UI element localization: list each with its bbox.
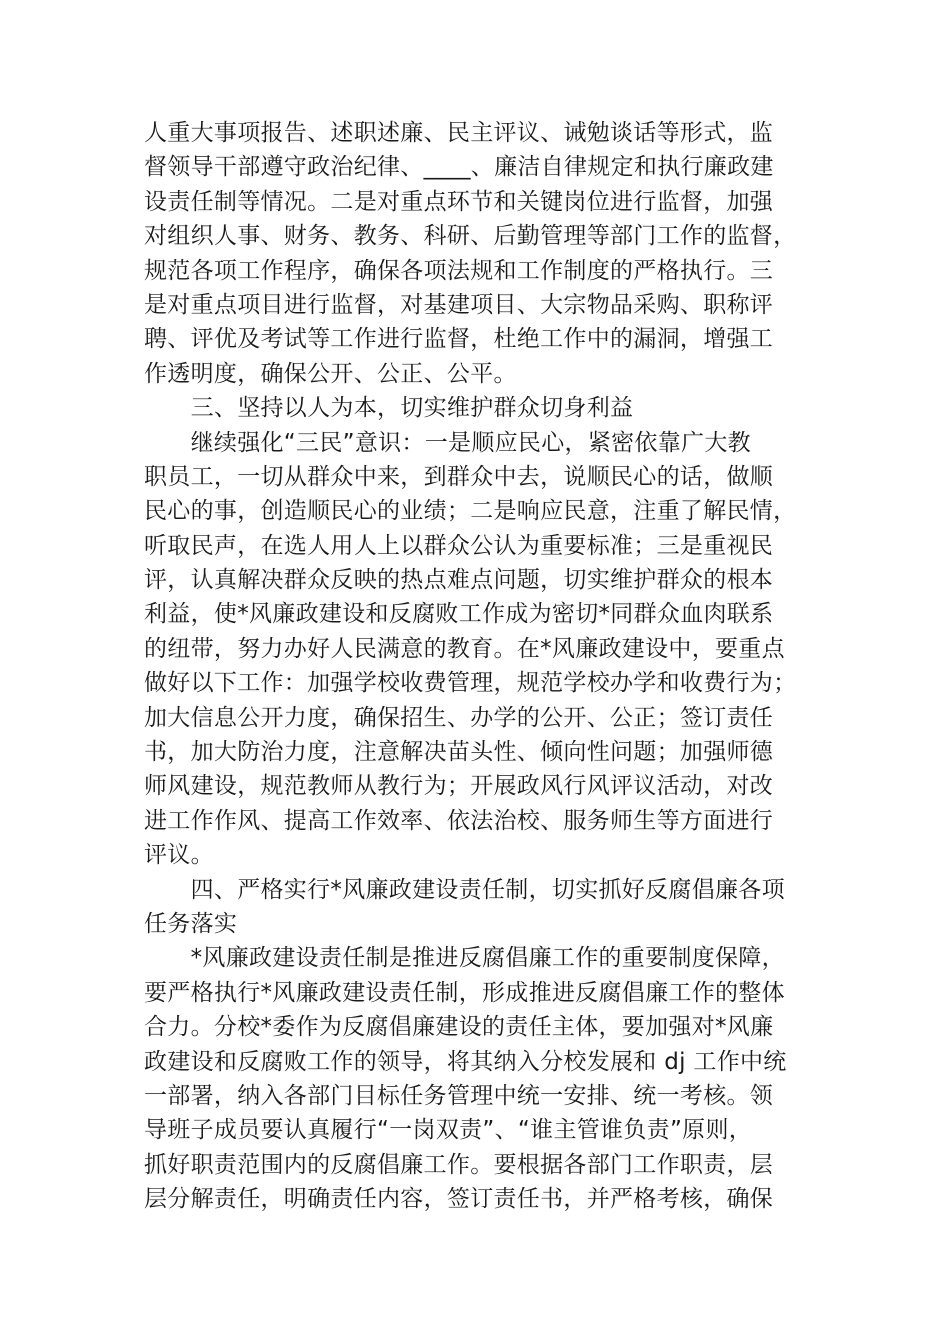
text-line: 督领导干部遵守政治纪律、____、廉洁自律规定和执行廉政建 [144, 154, 774, 181]
text-line: 对组织人事、财务、教务、科研、后勤管理等部门工作的监督， [144, 223, 797, 250]
text-line: 师风建设，规范教师从教行为；开展政风行风评议活动，对改 [144, 773, 774, 800]
text-line: 人重大事项报告、述职述廉、民主评议、诫勉谈话等形式，监 [144, 120, 774, 146]
section-heading: 四、严格实行*风廉政建设责任制，切实抓好反腐倡廉各项 [144, 876, 785, 903]
text-line: 的纽带，努力办好人民满意的教育。在*风廉政建设中，要重点 [144, 635, 785, 662]
text-line: 一部署，纳入各部门目标任务管理中统一安排、统一考核。领 [144, 1082, 774, 1109]
text-line: 要严格执行*风廉政建设责任制，形成推进反腐倡廉工作的整体 [144, 979, 785, 1006]
text-line: 聘、评优及考试等工作进行监督，杜绝工作中的漏洞，增强工 [144, 326, 774, 353]
text-line: 书，加大防治力度，注意解决苗头性、倾向性问题；加强师德 [144, 739, 774, 766]
text-line: 利益，使*风廉政建设和反腐败工作成为密切*同群众血肉联系 [144, 601, 774, 628]
text-line: 听取民声，在选人用人上以群众公认为重要标准；三是重视民 [144, 532, 774, 559]
section-heading: 三、坚持以人为本，切实维护群众切身利益 [144, 395, 634, 422]
text-line: 加大信息公开力度，确保招生、办学的公开、公正；签订责任 [144, 704, 774, 731]
text-line: 继续强化“三民”意识：一是顺应民心，紧密依靠广大教 [144, 429, 751, 456]
text-line: 层分解责任，明确责任内容，签订责任书，并严格考核，确保 [144, 1186, 774, 1213]
text-line: 进工作作风、提高工作效率、依法治校、服务师生等方面进行 [144, 807, 774, 834]
text-line: 抓好职责范围内的反腐倡廉工作。要根据各部门工作职责，层 [144, 1151, 774, 1178]
text-line: 设责任制等情况。二是对重点环节和关键岗位进行监督，加强 [144, 188, 774, 215]
text-line: 规范各项工作程序，确保各项法规和工作制度的严格执行。三 [144, 257, 774, 284]
text-line: 职员工，一切从群众中来，到群众中去，说顺民心的话，做顺 [144, 463, 774, 490]
text-line: 导班子成员要认真履行“一岗双责”、“谁主管谁负责”原则， [144, 1117, 753, 1144]
text-line: *风廉政建设责任制是推进反腐倡廉工作的重要制度保障， [144, 945, 785, 972]
body-text [144, 116, 824, 1217]
text-line: 评，认真解决群众反映的热点难点问题，切实维护群众的根本 [144, 567, 774, 594]
text-line: 评议。 [144, 842, 214, 869]
text-line: 做好以下工作：加强学校收费管理，规范学校办学和收费行为； [144, 670, 797, 697]
text-line: 政建设和反腐败工作的领导，将其纳入分校发展和 dj 工作中统 [144, 1048, 787, 1075]
text-line: 作透明度，确保公开、公正、公平。 [144, 360, 517, 387]
text-line: 民心的事，创造顺民心的业绩；二是响应民意，注重了解民情， [144, 498, 797, 525]
text-line: 合力。分校*委作为反腐倡廉建设的责任主体，要加强对*风廉 [144, 1014, 774, 1041]
text-line: 是对重点项目进行监督，对基建项目、大宗物品采购、职称评 [144, 291, 774, 318]
section-heading: 任务落实 [144, 910, 238, 937]
